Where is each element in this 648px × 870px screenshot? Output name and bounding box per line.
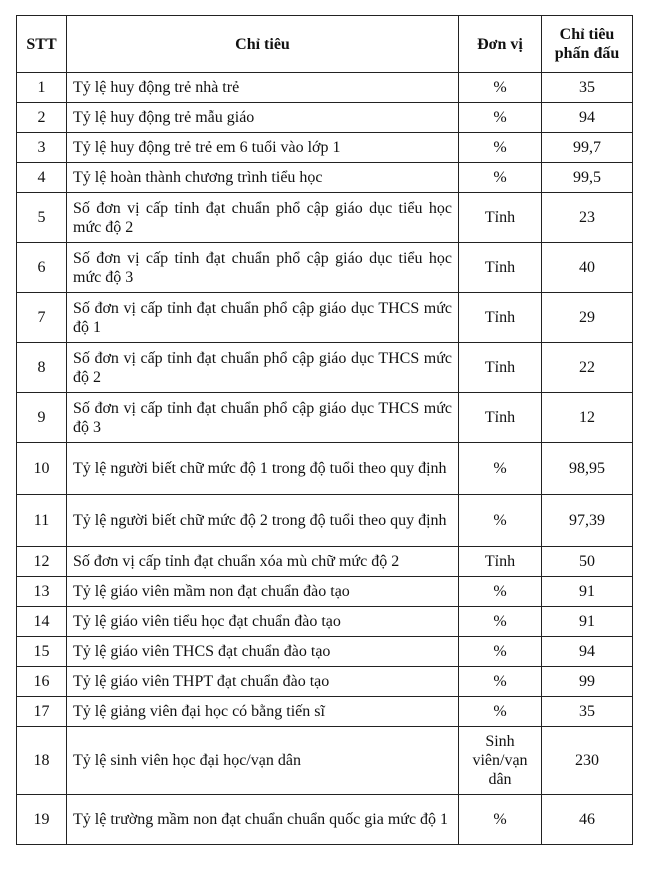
- row-unit: %: [459, 697, 542, 727]
- row-indicator: Tỷ lệ giáo viên THPT đạt chuẩn đào tạo: [67, 667, 459, 697]
- row-target: 29: [542, 293, 633, 343]
- table-header-row: [17, 16, 633, 73]
- header-phan-dau-line2: phấn đấu: [554, 45, 620, 62]
- row-unit: Tỉnh: [459, 547, 542, 577]
- row-stt: 13: [17, 577, 67, 607]
- row-target: 23: [542, 193, 633, 243]
- row-target: 94: [542, 103, 633, 133]
- row-stt: 15: [17, 637, 67, 667]
- row-unit: Tỉnh: [459, 393, 542, 443]
- row-indicator: Số đơn vị cấp tỉnh đạt chuẩn phổ cập giáo dục tiểu học mức độ 2: [67, 193, 459, 243]
- row-indicator: Tỷ lệ người biết chữ mức độ 1 trong độ tuổi theo quy định: [67, 443, 459, 495]
- table-row: [17, 103, 633, 133]
- row-unit: %: [459, 795, 542, 845]
- row-indicator: Tỷ lệ hoàn thành chương trình tiểu học: [67, 163, 459, 193]
- row-unit: %: [459, 667, 542, 697]
- row-target: 98,95: [542, 443, 633, 495]
- table-row: [17, 697, 633, 727]
- row-stt: 17: [17, 697, 67, 727]
- table-row: [17, 547, 633, 577]
- header-don-vi: Đơn vị: [459, 16, 542, 73]
- row-stt: 12: [17, 547, 67, 577]
- row-stt: 11: [17, 495, 67, 547]
- row-indicator: Tỷ lệ trường mầm non đạt chuẩn chuẩn quốc gia mức độ 1: [67, 795, 459, 845]
- row-unit: %: [459, 103, 542, 133]
- row-indicator: Tỷ lệ giáo viên THCS đạt chuẩn đào tạo: [67, 637, 459, 667]
- row-unit: %: [459, 73, 542, 103]
- row-stt: 14: [17, 607, 67, 637]
- table-row: [17, 163, 633, 193]
- row-target: 46: [542, 795, 633, 845]
- row-unit: Tỉnh: [459, 293, 542, 343]
- table-row: [17, 727, 633, 795]
- row-unit: Sinh viên/vạn dân: [459, 727, 542, 795]
- row-unit: %: [459, 163, 542, 193]
- row-stt: 18: [17, 727, 67, 795]
- row-target: 94: [542, 637, 633, 667]
- row-indicator: Số đơn vị cấp tỉnh đạt chuẩn phổ cập giáo dục THCS mức độ 1: [67, 293, 459, 343]
- row-target: 91: [542, 577, 633, 607]
- row-stt: 10: [17, 443, 67, 495]
- row-indicator: Tỷ lệ sinh viên học đại học/vạn dân: [67, 727, 459, 795]
- row-indicator: Tỷ lệ huy động trẻ nhà trẻ: [67, 73, 459, 103]
- table-row: [17, 243, 633, 293]
- row-unit: %: [459, 495, 542, 547]
- row-target: 99,5: [542, 163, 633, 193]
- row-unit: %: [459, 607, 542, 637]
- row-indicator: Tỷ lệ giáo viên mầm non đạt chuẩn đào tạo: [67, 577, 459, 607]
- row-unit: %: [459, 133, 542, 163]
- row-target: 40: [542, 243, 633, 293]
- row-unit: Tỉnh: [459, 243, 542, 293]
- row-target: 12: [542, 393, 633, 443]
- row-target: 50: [542, 547, 633, 577]
- row-stt: 7: [17, 293, 67, 343]
- row-stt: 2: [17, 103, 67, 133]
- row-stt: 1: [17, 73, 67, 103]
- row-stt: 9: [17, 393, 67, 443]
- table-row: [17, 193, 633, 243]
- row-target: 99: [542, 667, 633, 697]
- row-indicator: Tỷ lệ người biết chữ mức độ 2 trong độ tuổi theo quy định: [67, 495, 459, 547]
- header-chi-tieu: Chỉ tiêu: [67, 16, 459, 73]
- header-phan-dau: [542, 16, 633, 73]
- row-stt: 4: [17, 163, 67, 193]
- row-indicator: Số đơn vị cấp tỉnh đạt chuẩn phổ cập giáo dục tiểu học mức độ 3: [67, 243, 459, 293]
- row-indicator: Số đơn vị cấp tỉnh đạt chuẩn phổ cập giáo dục THCS mức độ 3: [67, 393, 459, 443]
- row-unit: %: [459, 443, 542, 495]
- table-row: [17, 73, 633, 103]
- row-indicator: Tỷ lệ huy động trẻ trẻ em 6 tuổi vào lớp 1: [67, 133, 459, 163]
- row-stt: 16: [17, 667, 67, 697]
- table-row: [17, 607, 633, 637]
- row-indicator: Tỷ lệ huy động trẻ mẫu giáo: [67, 103, 459, 133]
- row-stt: 5: [17, 193, 67, 243]
- row-indicator: Số đơn vị cấp tỉnh đạt chuẩn xóa mù chữ mức độ 2: [67, 547, 459, 577]
- row-indicator: Tỷ lệ giáo viên tiểu học đạt chuẩn đào tạo: [67, 607, 459, 637]
- table-row: [17, 343, 633, 393]
- row-target: 97,39: [542, 495, 633, 547]
- indicator-table: [16, 15, 633, 845]
- table-row: [17, 495, 633, 547]
- table-row: [17, 637, 633, 667]
- table-row: [17, 795, 633, 845]
- row-indicator: Số đơn vị cấp tỉnh đạt chuẩn phổ cập giáo dục THCS mức độ 2: [67, 343, 459, 393]
- row-target: 230: [542, 727, 633, 795]
- row-unit: Tỉnh: [459, 193, 542, 243]
- row-stt: 6: [17, 243, 67, 293]
- row-stt: 19: [17, 795, 67, 845]
- table-row: [17, 133, 633, 163]
- row-indicator: Tỷ lệ giảng viên đại học có bằng tiến sĩ: [67, 697, 459, 727]
- row-unit: %: [459, 637, 542, 667]
- row-target: 99,7: [542, 133, 633, 163]
- header-phan-dau-line1: Chỉ tiêu: [559, 26, 615, 43]
- row-stt: 3: [17, 133, 67, 163]
- table-row: [17, 667, 633, 697]
- table-row: [17, 443, 633, 495]
- row-unit: Tỉnh: [459, 343, 542, 393]
- row-target: 35: [542, 697, 633, 727]
- table-row: [17, 393, 633, 443]
- row-target: 22: [542, 343, 633, 393]
- row-stt: 8: [17, 343, 67, 393]
- header-stt: STT: [17, 16, 67, 73]
- row-target: 91: [542, 607, 633, 637]
- table-row: [17, 577, 633, 607]
- row-target: 35: [542, 73, 633, 103]
- row-unit: %: [459, 577, 542, 607]
- table-row: [17, 293, 633, 343]
